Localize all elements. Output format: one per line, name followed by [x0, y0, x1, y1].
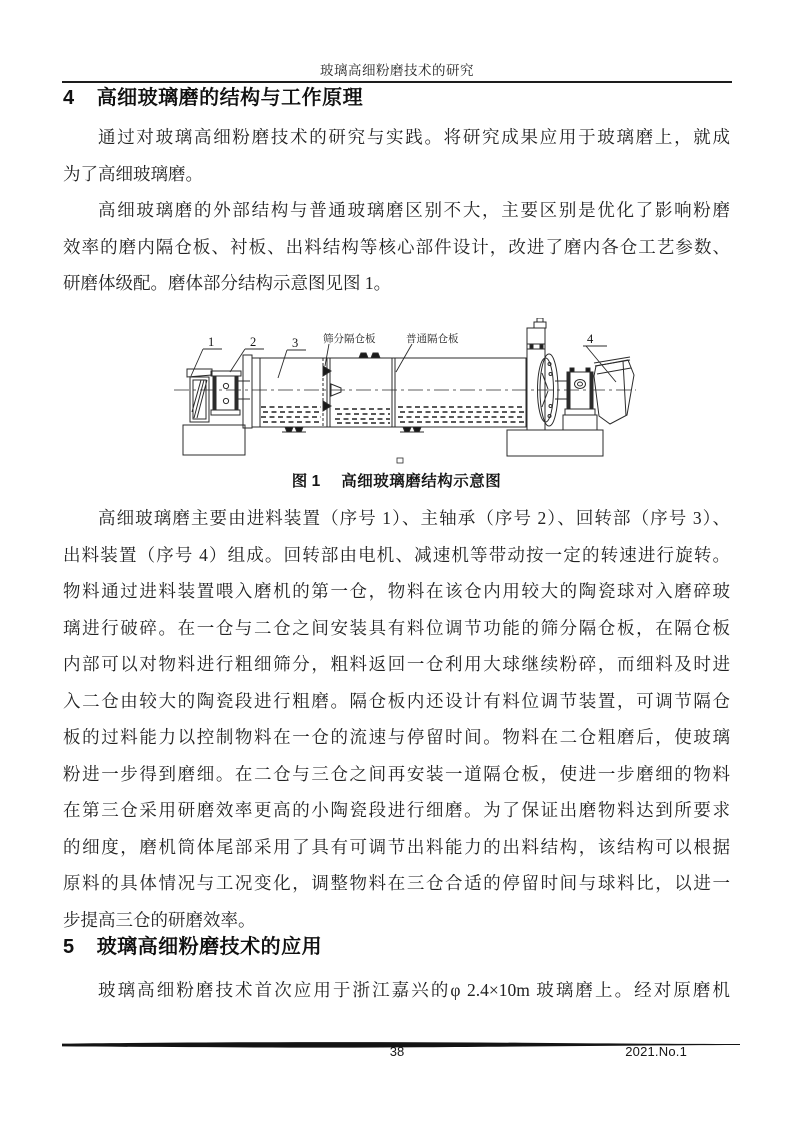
page-footer: [62, 1044, 732, 1062]
figure-caption-title: 高细玻璃磨结构示意图: [341, 473, 502, 490]
footer-rule: [62, 1035, 740, 1041]
text-line: 板的过料能力以控制物料在一仓的流速与停留时间。物料在二仓粗磨后，使玻璃: [63, 727, 730, 747]
issue-number: 2021.No.1: [625, 1044, 687, 1059]
text-line: 效率的磨内隔仓板、衬板、出料结构等核心部件设计，改进了磨内各仓工艺参数、: [63, 236, 730, 257]
text-line: 通过对玻璃高细粉磨技术的研究与实践。将研究成果应用于玻璃磨上，就成: [98, 127, 730, 147]
figure-label-2: 2: [250, 335, 257, 349]
text-line: 步提高三仓的研磨效率。: [63, 909, 256, 930]
section-4-title: 高细玻璃磨的结构与工作原理: [96, 87, 364, 109]
mill-shell: [243, 353, 527, 432]
text-line: 高细玻璃磨主要由进料装置（序号 1）、主轴承（序号 2）、回转部（序号 3）、: [98, 508, 730, 528]
text-line: 研磨体级配。磨体部分结构示意图见图 1。: [63, 273, 392, 293]
figure-label-4: 4: [587, 332, 594, 346]
discharge-device: [594, 357, 634, 424]
ordinary-partition-label: 普通隔仓板: [406, 333, 459, 345]
page-number: 38: [389, 1044, 405, 1059]
sieve-partition: [323, 358, 341, 427]
text-line: 高细玻璃磨的外部结构与普通玻璃磨区别不大，主要区别是优化了影响粉磨: [98, 200, 730, 220]
running-title: 玻璃高细粉磨技术的研究: [320, 63, 474, 78]
section-5-title: 玻璃高细粉磨技术的应用: [96, 936, 323, 958]
text-line: 璃进行破碎。在一仓与二仓之间安装具有料位调节功能的筛分隔仓板，在隔仓板: [63, 617, 730, 638]
main-bearing-left: [211, 371, 250, 415]
grinding-media: [261, 407, 525, 423]
ordinary-partition: [392, 358, 395, 427]
paragraph-intro: [63, 119, 730, 192]
text-line: 入二仓由较大的陶瓷段进行粗磨。隔仓板内还设计有料位调节装置，可调节隔仓: [63, 690, 730, 711]
text-line: 内部可以对物料进行粗细筛分，粗料返回一仓利用大球继续粉碎，而细料及时进: [63, 654, 730, 674]
text-line: 的细度，磨机筒体尾部采用了具有可调节出料能力的出料结构，该结构可以根据: [63, 836, 730, 857]
feed-device: [187, 369, 212, 422]
paragraph-structure: [63, 192, 730, 302]
leader-lines: [191, 344, 616, 382]
main-bearing-right: [555, 368, 597, 430]
figure-label-1: 1: [208, 335, 215, 349]
text-line: 原料的具体情况与工况变化，调整物料在三仓合适的停留时间与球料比，以进一: [63, 873, 730, 893]
text-line: 玻璃高细粉磨技术首次应用于浙江嘉兴的φ 2.4×10m 玻璃磨上。经对原磨机: [98, 980, 730, 1000]
text-line: 物料通过进料装置喂入磨机的第一仓，物料在该仓内用较大的陶瓷球对入磨碎玻: [63, 581, 730, 601]
figure-1: [170, 318, 640, 468]
figure-caption-label: 图 1: [291, 473, 321, 490]
foundation-right: [507, 430, 603, 456]
figure-1-caption: [63, 469, 730, 491]
mill-structure-drawing: [170, 318, 640, 468]
text-line: 在第三仓采用研磨效率更高的小陶瓷段进行细磨。为了保证出磨物料达到所要求: [63, 800, 730, 820]
sieve-partition-label: 筛分隔仓板: [323, 333, 376, 345]
text-line: 出料装置（序号 4）组成。回转部由电机、减速机等带动按一定的转速进行旋转。: [63, 544, 730, 565]
scan-artifact-mark: [397, 458, 403, 463]
section-4-heading: [63, 83, 733, 113]
paragraph-working-principle: [63, 500, 730, 938]
text-line: 为了高细玻璃磨。: [63, 163, 203, 184]
figure-label-3: 3: [292, 336, 299, 350]
foundation-left: [183, 425, 245, 455]
text-line: 粉进一步得到磨细。在二仓与三仓之间再安装一道隔仓板，使进一步磨细的物料: [63, 763, 730, 784]
section-5-heading: [63, 932, 733, 962]
support-column: [527, 318, 546, 430]
section-5-number: 5: [63, 936, 75, 958]
paragraph-application: [63, 972, 730, 1009]
section-4-number: 4: [63, 87, 75, 109]
